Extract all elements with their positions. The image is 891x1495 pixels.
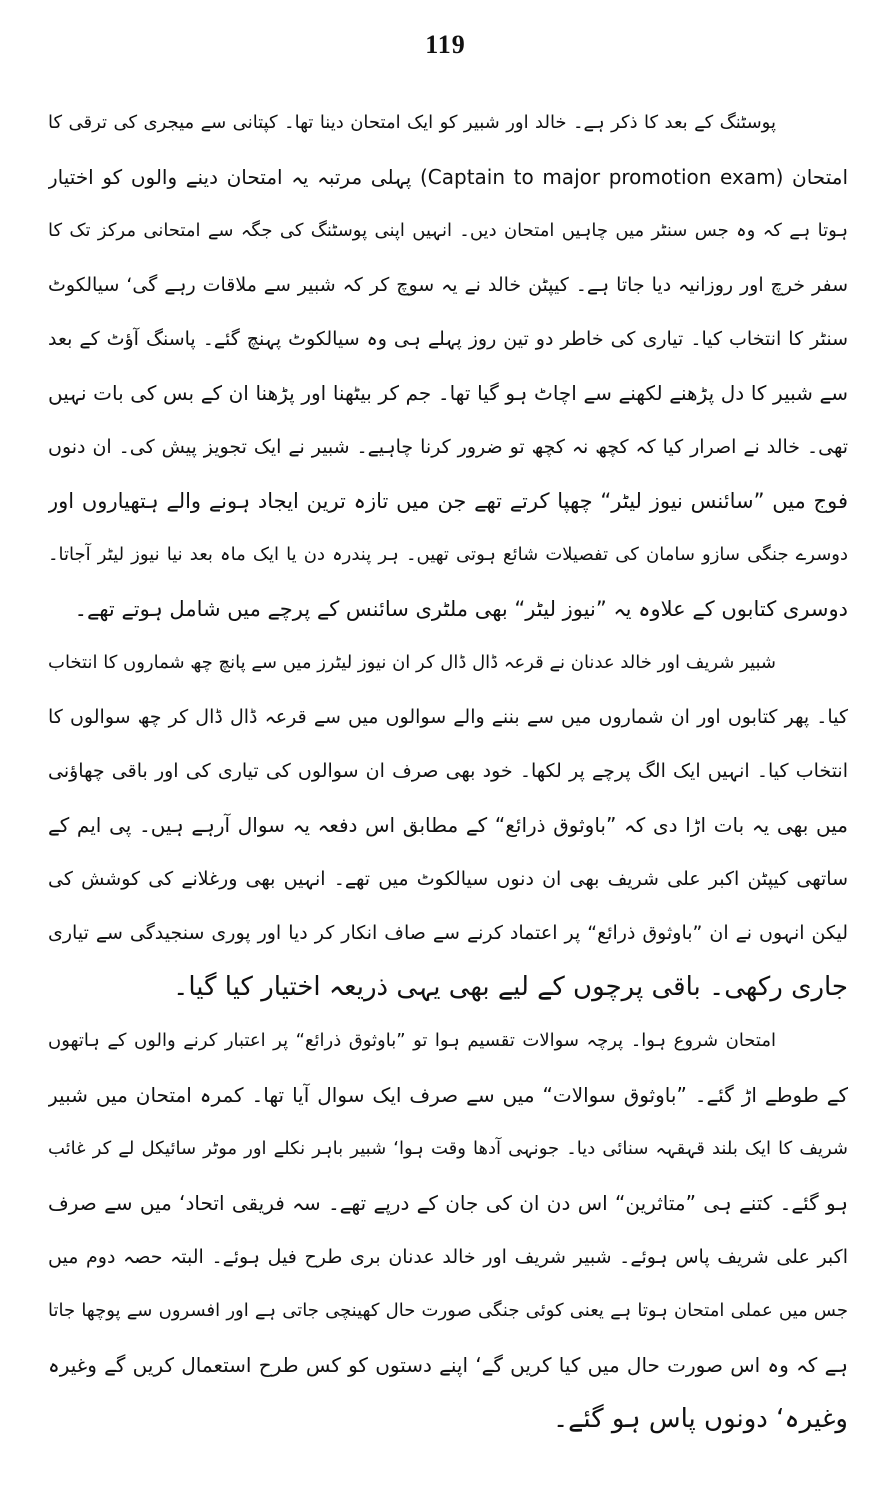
text-line-18: امتحان شروع ہوا۔ پرچہ سوالات تقسیم ہوا تو ”باوثوق ذرائع“ پر اعتبار کرنے والوں کے ہاتھوں: [48, 1030, 776, 1051]
text-line-7: تھی۔ خالد نے اصرار کیا کہ کچھ نہ کچھ تو ضرور کرنا چاہیے۔ شبیر نے ایک تجویز پیش کی۔ ان دنوں: [48, 436, 848, 458]
text-line-8: فوج میں ”سائنس نیوز لیٹر“ چھپا کرتے تھے جن میں تازہ ترین ایجاد ہونے والے ہتھیاروں اور: [48, 489, 848, 513]
text-line-17: جاری رکھی۔ باقی پرچوں کے لیے بھی یہی ذریعہ اختیار کیا گیا۔: [173, 972, 848, 1002]
text-line-22: اکبر علی شریف پاس ہوئے۔ شبیر شریف اور خالد عدنان بری طرح فیل ہوئے۔ البتہ حصہ دوم میں: [48, 1246, 848, 1268]
urdu-text-body: [48, 96, 848, 1446]
text-line-23: جس میں عملی امتحان ہوتا ہے یعنی کوئی جنگی صورت حال کھینچی جاتی ہے اور افسروں سے پوچھا جاتا: [48, 1300, 848, 1321]
text-line-20: شریف کا ایک بلند قہقہہ سنائی دیا۔ جونہی آدھا وقت ہوا‘ شبیر باہر نکلے اور موٹر سائیکل لے کر غائب: [48, 1138, 848, 1159]
text-line-13: انتخاب کیا۔ انہیں ایک الگ پرچے پر لکھا۔ خود بھی صرف ان سوالوں کی تیاری کی اور باقی چھاؤنی: [48, 760, 848, 782]
text-line-12: کیا۔ پھر کتابوں اور ان شماروں میں سے بننے والے سوالوں میں سے قرعہ ڈال ڈال کر چھ سوالوں کا: [48, 706, 848, 728]
text-line-6: سے شبیر کا دل پڑھنے لکھنے سے اچاٹ ہو گیا تھا۔ جم کر بیٹھنا اور پڑھنا ان کے بس کی بات نہیں: [48, 381, 848, 405]
text-line-9: دوسرے جنگی سازو سامان کی تفصیلات شائع ہوتی تھیں۔ ہر پندرہ دن یا ایک ماہ بعد نیا نیوز لیٹر آجاتا۔: [48, 544, 848, 565]
page-number: 119: [425, 30, 466, 59]
text-line-5: سنٹر کا انتخاب کیا۔ تیاری کی خاطر دو تین روز پہلے ہی وہ سیالکوٹ پہنچ گئے۔ پاسنگ آؤٹ کے بعد: [48, 328, 848, 350]
text-line-10: دوسری کتابوں کے علاوہ یہ ”نیوز لیٹر“ بھی ملٹری سائنس کے پرچے میں شامل ہوتے تھے۔: [74, 597, 848, 621]
text-line-11: شبیر شریف اور خالد عدنان نے قرعہ ڈال ڈال کر ان نیوز لیٹرز میں سے پانچ چھ شماروں کا انتخاب: [48, 652, 776, 673]
text-line-15: ساتھی کیپٹن اکبر علی شریف بھی ان دنوں سیالکوٹ میں تھے۔ انہیں بھی ورغلانے کی کوشش کی: [48, 868, 848, 890]
text-line-3: ہوتا ہے کہ وہ جس سنٹر میں چاہیں امتحان دیں۔ انہیں اپنی پوسٹنگ کی جگہ سے امتحانی مرکز تک کا: [48, 220, 848, 241]
text-line-16: لیکن انہوں نے ان ”باوثوق ذرائع“ پر اعتماد کرنے سے صاف انکار کر دیا اور پوری سنجیدگی سے تیاری: [48, 922, 848, 944]
text-line-4: سفر خرچ اور روزانیہ دیا جاتا ہے۔ کیپٹن خالد نے یہ سوچ کر کہ شبیر سے ملاقات رہے گی‘ سیالکوٹ: [48, 274, 848, 296]
text-line-14: میں بھی یہ بات اڑا دی کہ ”باوثوق ذرائع“ کے مطابق اس دفعہ یہ سوال آرہے ہیں۔ پی ایم کے: [48, 813, 848, 837]
text-line-2: امتحان (Captain to major promotion exam) پہلی مرتبہ یہ امتحان دینے والوں کو اختیار: [48, 165, 848, 189]
text-line-19: کے طوطے اڑ گئے۔ ”باوثوق سوالات“ میں سے صرف ایک سوال آیا تھا۔ کمرہ امتحان میں شبیر: [48, 1083, 848, 1107]
text-line-25: وغیرہ‘ دونوں پاس ہو گئے۔: [552, 1404, 848, 1434]
text-line-1: پوسٹنگ کے بعد کا ذکر ہے۔ خالد اور شبیر کو ایک امتحان دینا تھا۔ کپتانی سے میجری کی ترقی کا: [48, 112, 776, 133]
text-line-24: ہے کہ وہ اس صورت حال میں کیا کریں گے‘ اپنے دستوں کو کس طرح استعمال کریں گے وغیرہ: [48, 1353, 848, 1377]
text-line-21: ہو گئے۔ کتنے ہی ”متاثرین“ اس دن ان کی جان کے درپے تھے۔ سہ فریقی اتحاد‘ میں سے صرف: [48, 1191, 848, 1215]
